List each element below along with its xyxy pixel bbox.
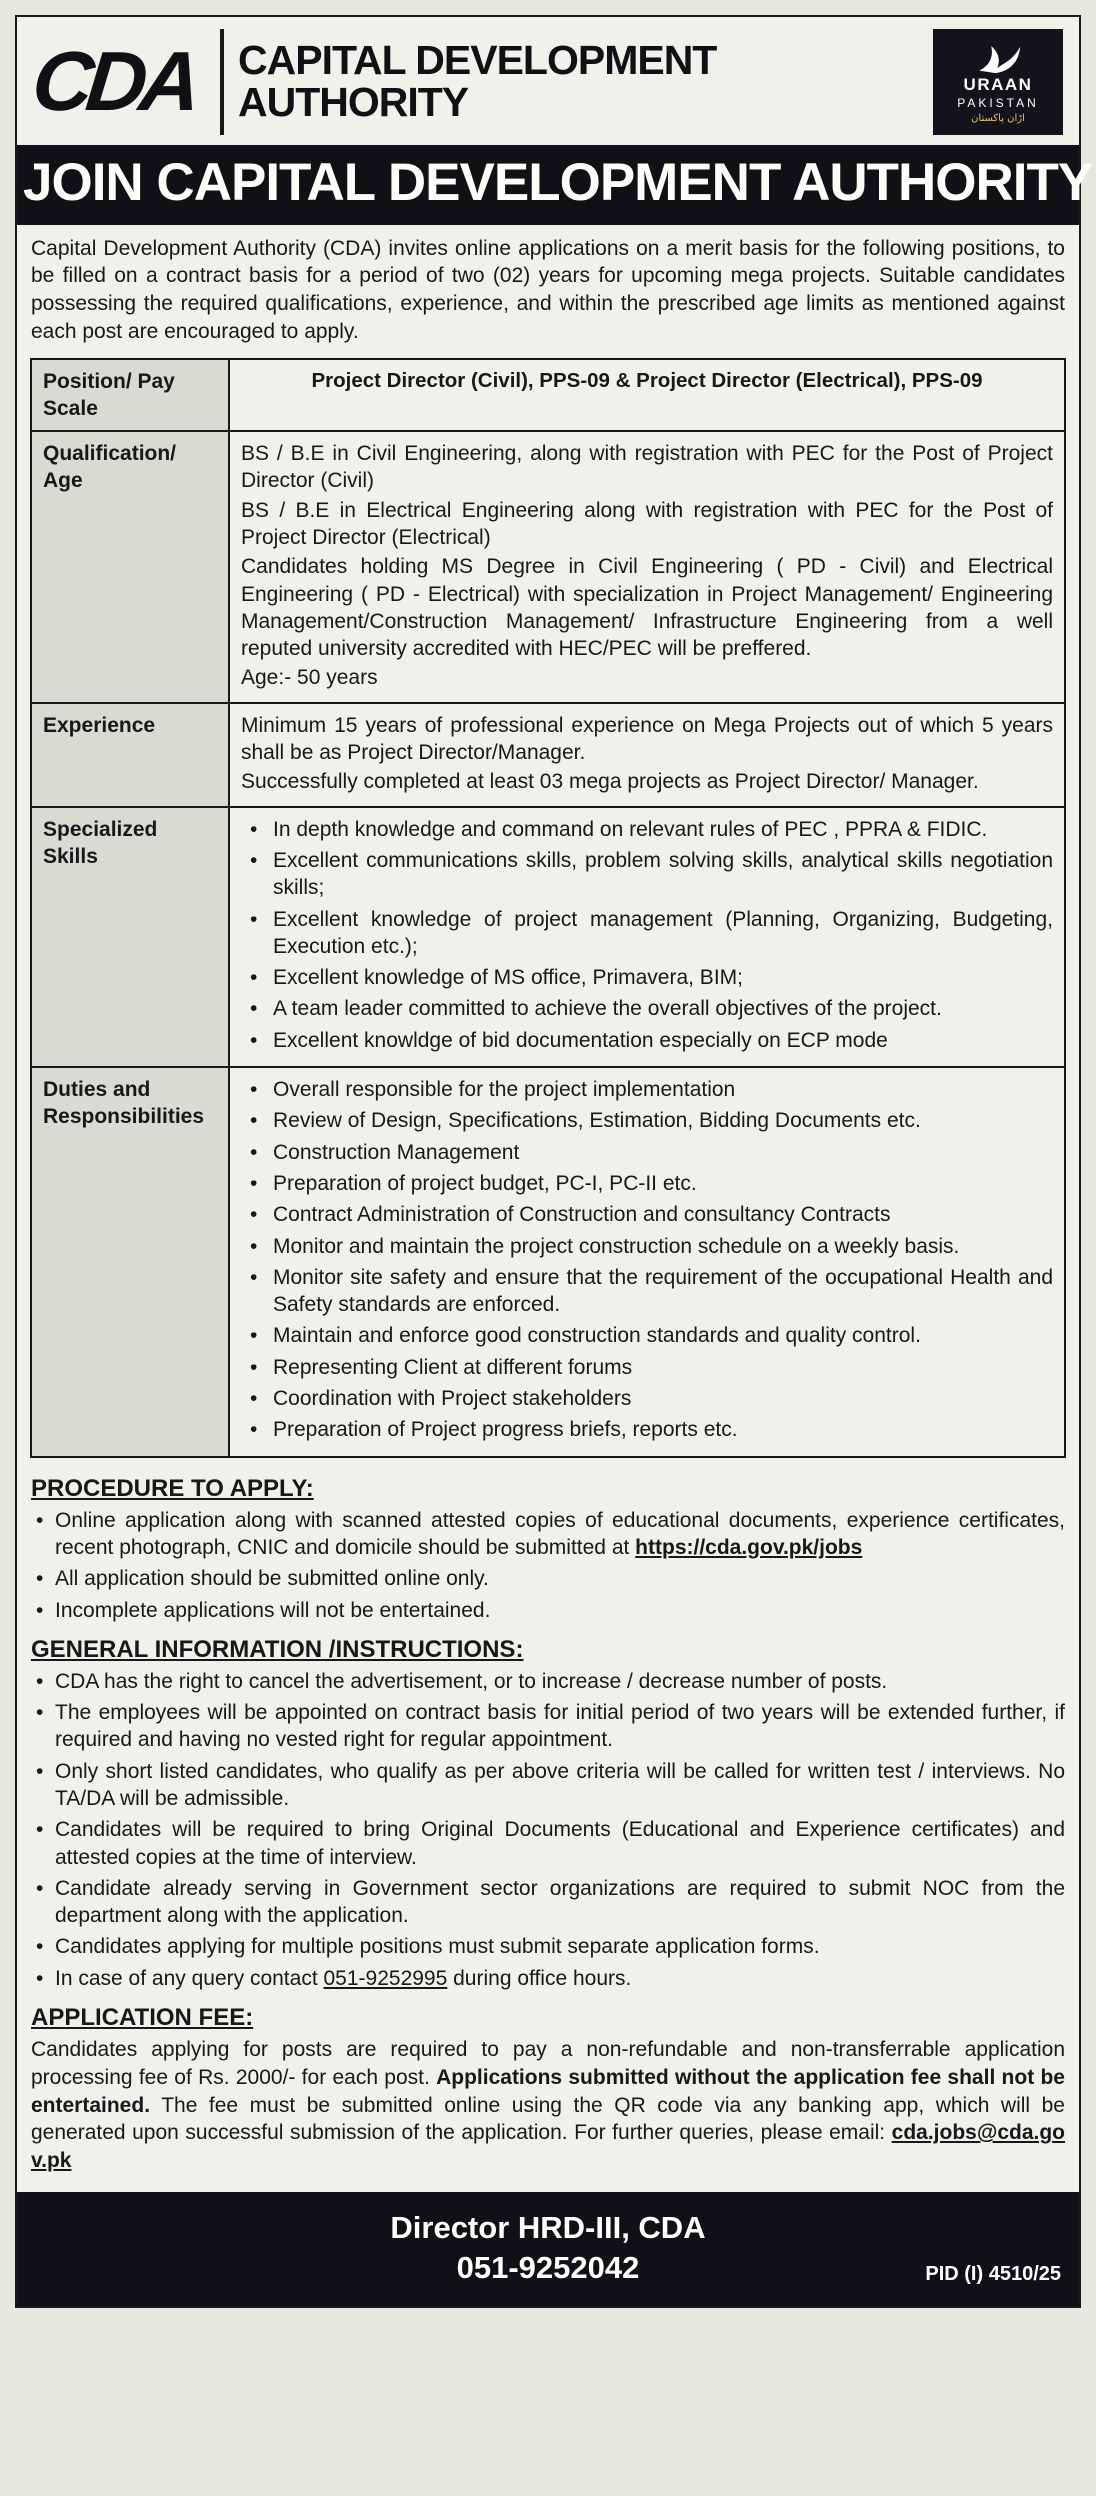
experience-value [229,703,1065,807]
procedure-list [31,1507,1065,1624]
row-label-duties: Duties and Responsibilities [31,1067,229,1457]
table-row-experience [31,703,1065,807]
skills-list [241,816,1053,1054]
masthead-divider [220,29,224,135]
fee-text: Candidates applying for posts are required to pay a non-refundable and non-transferrable application processing fee of Rs. 2000/- for each post. [31,2038,1065,2089]
job-advertisement [15,15,1093,2308]
skills-value [229,807,1065,1067]
bullet-text: Online application along with scanned attested copies of educational documents, experience certificates, recent photograph, CNIC and domicile should be submitted at [55,1508,1065,1559]
badge-line1: URAAN [963,75,1033,94]
join-banner [17,145,1093,225]
list-item: • A team leader committed to achieve the overall objectives of the project. [241,995,1053,1022]
qualification-paragraph: BS / B.E in Civil Engineering, along with registration with PEC for the Post of Project Director (Civil) [241,442,1053,493]
intro-paragraph: Capital Development Authority (CDA) invites online applications on a merit basis for the following positions, to be filled on a contract basis for a period of two (02) years for upcoming mega projects. Suitable candidates possessing the required qualifications, experience, and within the prescribed age limits as mentioned against each post are encouraged to apply. [31,236,1065,343]
general-info-section [17,1629,1079,1997]
list-item: • Review of Design, Specifications, Estimation, Bidding Documents etc. [241,1107,1053,1134]
list-item: • Excellent communications skills, problem solving skills, analytical skills negotiation skills; [241,847,1053,902]
list-item: • Monitor and maintain the project construction schedule on a weekly basis. [241,1233,1053,1260]
join-banner-text: JOIN CAPITAL DEVELOPMENT AUTHORITY [23,153,1093,212]
list-item: • Maintain and enforce good construction standards and quality control. [241,1322,1053,1349]
experience-paragraph: Successfully completed at least 03 mega projects as Project Director/ Manager. [241,770,979,794]
qualification-value [229,431,1065,703]
table-row-position [31,359,1065,432]
list-item [31,1965,1065,1992]
pid-number: PID (I) 4510/25 [925,2263,1061,2286]
job-details-table [30,358,1066,1458]
footer-phone-number: 051-9252042 [456,2249,640,2285]
list-item: • Contract Administration of Construction and consultancy Contracts [241,1201,1053,1228]
org-name: CAPITAL DEVELOPMENT AUTHORITY [238,37,717,125]
application-fee-section [17,1997,1079,2176]
badge-urdu-caption: اڑان پاکستان [971,113,1025,124]
uraan-pakistan-badge [933,29,1063,135]
contact-email-link[interactable]: cda.jobs@cda.gov.pk [31,2121,1065,2172]
list-item: • Preparation of project budget, PC-I, PC-II etc. [241,1170,1053,1197]
procedure-heading: PROCEDURE TO APPLY: [31,1474,314,1502]
experience-paragraph: Minimum 15 years of professional experience on Mega Projects out of which 5 years shall be as Project Director/Manager. [241,713,1053,765]
masthead [17,17,1079,145]
fee-warning-text: Applications submitted without the application fee shall not be entertained. [31,2065,1065,2117]
row-label-position: Position/ Pay Scale [31,359,229,432]
general-info-heading: GENERAL INFORMATION /INSTRUCTIONS: [31,1635,524,1663]
position-value: Project Director (Civil), PPS-09 & Project Director (Electrical), PPS-09 [229,359,1065,432]
duties-value [229,1067,1065,1457]
list-item: • Candidates applying for multiple positions must submit separate application forms. [31,1933,1065,1960]
table-row-skills [31,807,1065,1067]
list-item [31,1507,1065,1562]
qualification-paragraph: Candidates holding MS Degree in Civil Engineering ( PD - Civil) and Electrical Engineering ( PD - Electrical) with specialization in Project Management/ Engineering Management/Construction Management/ Infrastructure Engineering from a well reputed university accredited with HEC/PEC will be preffered. [241,555,1053,661]
list-item: • Candidates will be required to bring Original Documents (Educational and Experience certificates) and attested copies at the time of interview. [31,1816,1065,1871]
list-item: • In depth knowledge and command on relevant rules of PEC , PPRA & FIDIC. [241,816,1053,843]
list-item: • Excellent knowldge of bid documentation especially on ECP mode [241,1027,1053,1054]
list-item: • Preparation of Project progress briefs, reports etc. [241,1416,1053,1443]
bird-icon [971,40,1025,74]
age-limit: Age:- 50 years [241,666,378,690]
list-item: • Excellent knowledge of MS office, Primavera, BIM; [241,964,1053,991]
procedure-section [17,1468,1079,1629]
row-label-skills: Specialized Skills [31,807,229,1067]
bullet-text: during office hours. [447,1966,632,1990]
jobs-url-link[interactable]: https://cda.gov.pk/jobs [635,1535,863,1559]
list-item: • Coordination with Project stakeholders [241,1385,1053,1412]
list-item: • Representing Client at different forums [241,1354,1053,1381]
general-info-list [31,1668,1065,1992]
row-label-qualification: Qualification/ Age [31,431,229,703]
duties-list [241,1076,1053,1444]
badge-line2: PAKISTAN [957,96,1039,110]
list-item: • Monitor site safety and ensure that the requirement of the occupational Health and Safety standards are enforced. [241,1264,1053,1319]
list-item: • Overall responsible for the project implementation [241,1076,1053,1103]
application-fee-heading: APPLICATION FEE: [31,2004,254,2032]
application-fee-paragraph [31,2036,1065,2175]
footer-banner [17,2192,1079,2307]
list-item: • CDA has the right to cancel the advertisement, or to increase / decrease number of posts. [31,1668,1065,1695]
fee-text: The fee must be submitted online using the QR code via any banking app, which will be generated upon successful submission of the application. For further queries, please email: [31,2093,1065,2145]
row-label-experience: Experience [31,703,229,807]
footer-director-title: Director HRD-III, CDA [390,2209,706,2245]
list-item: • All application should be submitted online only. [31,1565,1065,1592]
list-item: • Excellent knowledge of project management (Planning, Organizing, Budgeting, Execution etc.); [241,906,1053,961]
list-item: • Only short listed candidates, who qualify as per above criteria will be called for written test / interviews. No TA/DA will be admissible. [31,1758,1065,1813]
table-row-duties [31,1067,1065,1457]
qualification-paragraph: BS / B.E in Electrical Engineering along with registration with PEC for the Post of Project Director (Electrical) [241,498,1053,549]
list-item: • The employees will be appointed on contract basis for initial period of two years will be extended further, if required and having no vested right for regular appointment. [31,1699,1065,1754]
list-item: • Incomplete applications will not be entertained. [31,1597,1065,1624]
bullet-text: In case of any query contact [55,1966,324,1990]
list-item: • Candidate already serving in Government sector organizations are required to submit NOC from the department along with the application. [31,1875,1065,1930]
query-phone-number[interactable]: 051-9252995 [323,1966,448,1990]
list-item: • Construction Management [241,1139,1053,1166]
cda-logo: CDA [28,34,200,129]
table-row-qualification [31,431,1065,703]
